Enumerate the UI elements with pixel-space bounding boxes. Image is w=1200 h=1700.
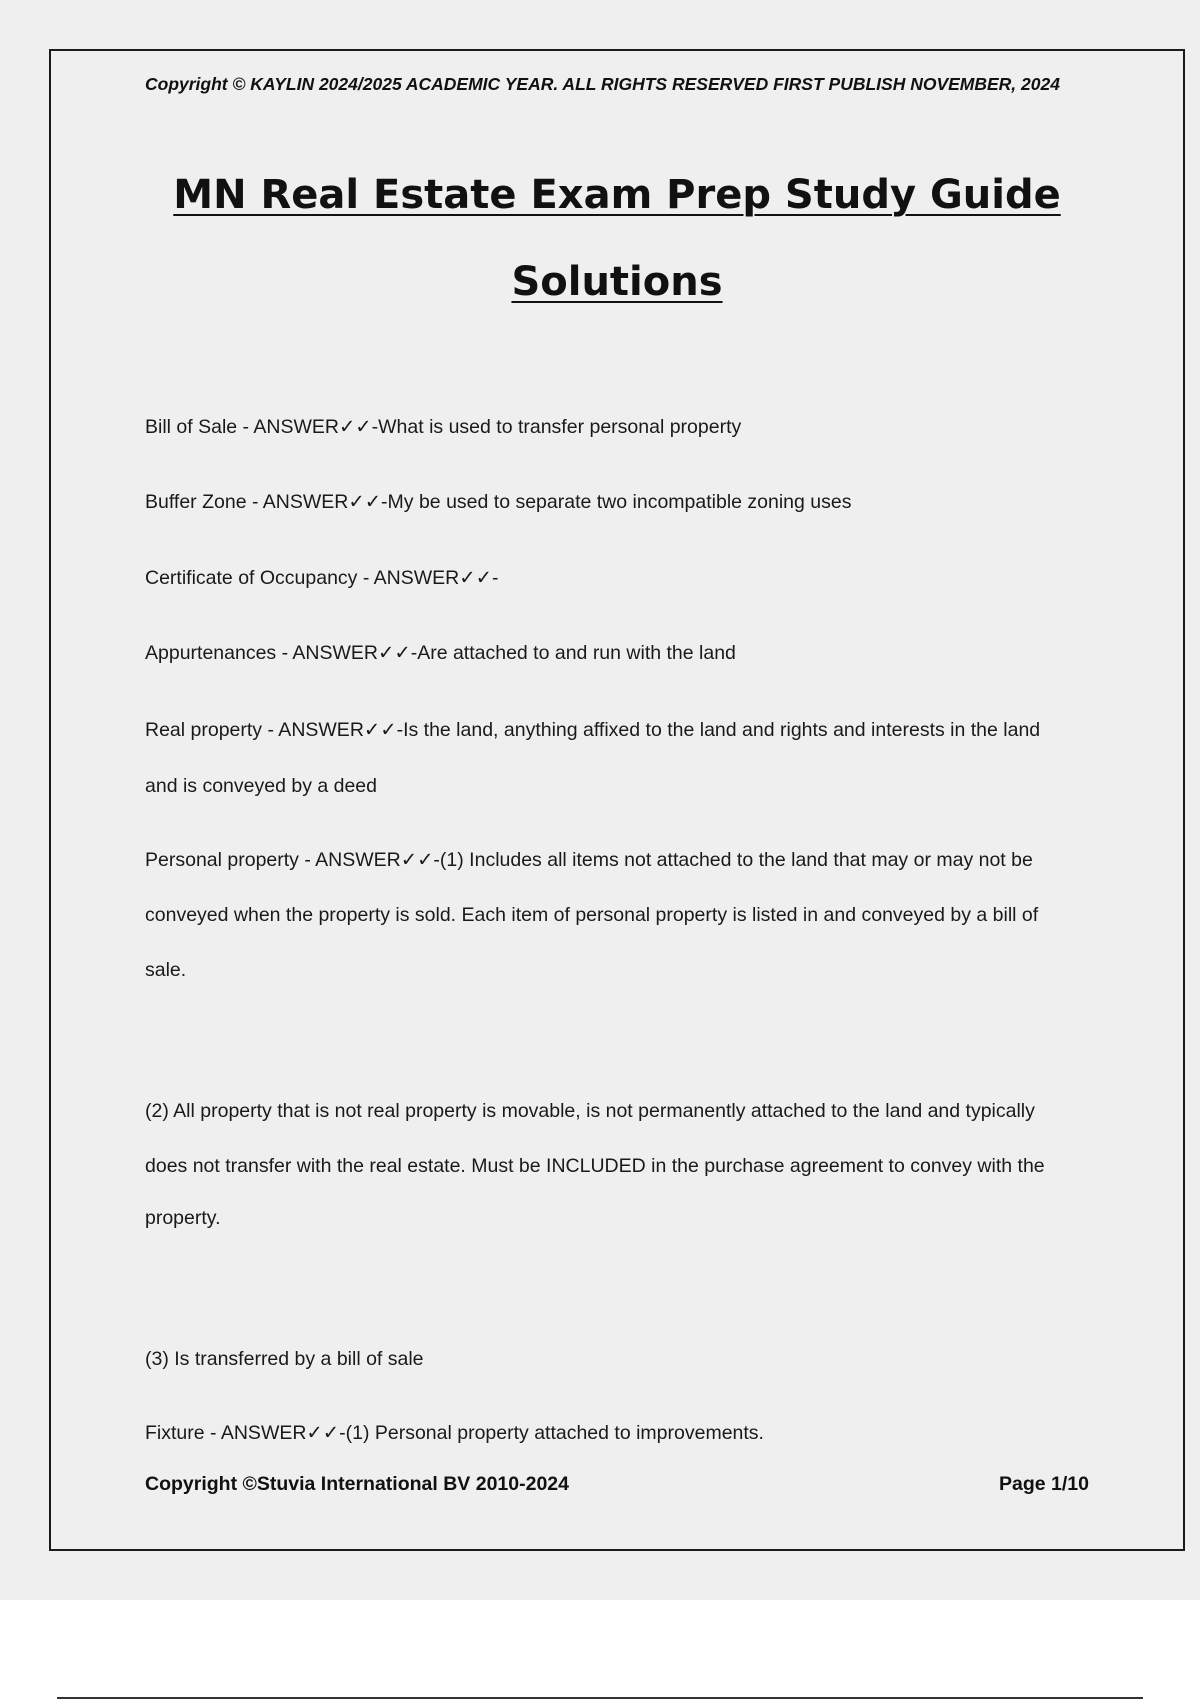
entry-personal-property-point-2-cont-2: property. (145, 1207, 221, 1229)
entry-buffer-zone: Buffer Zone - ANSWER✓✓-My be used to separate two incompatible zoning uses (145, 491, 852, 513)
entry-bill-of-sale: Bill of Sale - ANSWER✓✓-What is used to transfer personal property (145, 416, 742, 438)
entry-appurtenances: Appurtenances - ANSWER✓✓-Are attached to and run with the land (145, 642, 736, 664)
document-title-line-2: Solutions (511, 259, 723, 305)
header-copyright: Copyright © KAYLIN 2024/2025 ACADEMIC YEAR. ALL RIGHTS RESERVED FIRST PUBLISH NOVEMBER, 2024 (145, 74, 1060, 94)
entry-personal-property-cont-2: sale. (145, 959, 187, 981)
entry-real-property-cont: and is conveyed by a deed (145, 775, 378, 797)
entry-fixture: Fixture - ANSWER✓✓-(1) Personal property attached to improvements. (145, 1422, 764, 1444)
entry-personal-property-point-2: (2) All property that is not real property is movable, is not permanently attached to the land and typically (145, 1100, 1035, 1122)
footer-copyright: Copyright ©Stuvia International BV 2010-2024 (145, 1473, 569, 1495)
next-page-rule (57, 1697, 1143, 1699)
entry-certificate-of-occupancy: Certificate of Occupancy - ANSWER✓✓- (145, 567, 499, 589)
document-title-line-1: MN Real Estate Exam Prep Study Guide (173, 172, 1061, 218)
entry-real-property: Real property - ANSWER✓✓-Is the land, anything affixed to the land and rights and interests in the land (145, 719, 1041, 741)
entry-personal-property-point-2-cont-1: does not transfer with the real estate. Must be INCLUDED in the purchase agreement to convey with the (145, 1155, 1045, 1177)
page-number: Page 1/10 (999, 1473, 1089, 1495)
entry-personal-property: Personal property - ANSWER✓✓-(1) Includes all items not attached to the land that may or may not be (145, 849, 1033, 871)
entry-personal-property-point-3: (3) Is transferred by a bill of sale (145, 1348, 424, 1370)
entry-personal-property-cont-1: conveyed when the property is sold. Each item of personal property is listed in and conveyed by a bill of (145, 904, 1039, 926)
